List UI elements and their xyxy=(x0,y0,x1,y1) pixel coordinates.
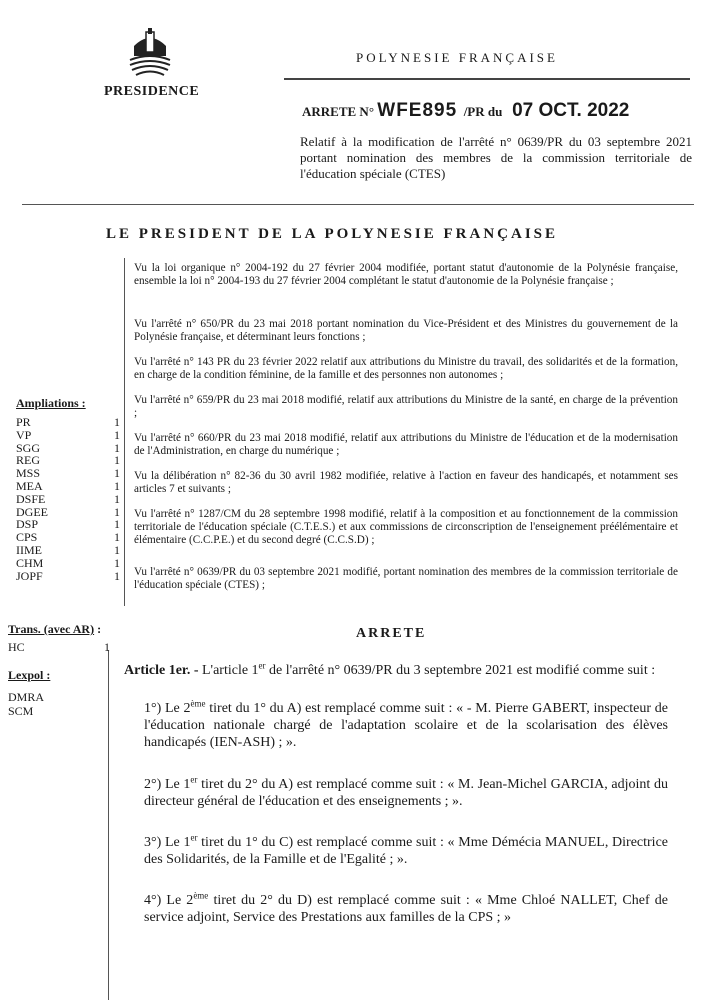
ampliation-count: 1 xyxy=(114,466,120,481)
arrete-number-line xyxy=(302,100,629,122)
ampliation-name: DSP xyxy=(16,517,39,532)
ampliation-row xyxy=(16,416,120,429)
arrete-date: 07 OCT. 2022 xyxy=(512,100,630,121)
ampliation-count: 1 xyxy=(114,453,120,468)
ampliation-name: CPS xyxy=(16,530,38,545)
ampliation-name: IIME xyxy=(16,542,42,557)
lexpol-item: DMRA xyxy=(8,690,45,704)
presidence-emblem-icon xyxy=(124,26,176,82)
article-item xyxy=(144,834,668,868)
ampliation-row xyxy=(16,557,120,570)
ampliations-title: Ampliations : xyxy=(16,396,86,410)
margin-rule xyxy=(124,258,125,606)
vu-paragraph: Vu l'arrêté n° 660/PR du 23 mai 2018 modifié, relatif aux attributions du Ministre de l'éducation et de la modernisation de l'Administration, en charge du numérique ; xyxy=(134,432,678,457)
arrete-label: ARRETE N° xyxy=(302,104,375,119)
item-sup: er xyxy=(190,774,198,785)
ampliation-row xyxy=(16,429,120,442)
article-1 xyxy=(124,662,668,679)
ampliation-count: 1 xyxy=(114,555,120,570)
ampliation-name: VP xyxy=(16,427,32,442)
ampliation-count: 1 xyxy=(114,542,120,557)
header-divider xyxy=(284,78,690,80)
vu-paragraph: Vu l'arrêté n° 0639/PR du 03 septembre 2021 modifié, portant nomination des membres de la commission territoriale de l'éducation spéciale (CTES) ; xyxy=(134,566,678,591)
president-title: LE PRESIDENT DE LA POLYNESIE FRANÇAISE xyxy=(106,226,559,242)
ampliation-count: 1 xyxy=(114,530,120,545)
trans-count: 1 xyxy=(104,640,110,654)
item-sup: ème xyxy=(190,698,206,709)
article-item xyxy=(144,892,668,926)
article-sup: er xyxy=(258,660,266,671)
arrete-pr-du: /PR du xyxy=(463,104,503,119)
vu-paragraph: Vu l'arrêté n° 650/PR du 23 mai 2018 portant nomination du Vice-Président et des Ministres du gouvernement de la Polynésie française, et déterminant leurs fonctions ; xyxy=(134,318,678,343)
lexpol-list xyxy=(8,690,44,718)
ampliation-count: 1 xyxy=(114,491,120,506)
ampliation-name: DGEE xyxy=(16,504,48,519)
ampliation-count: 1 xyxy=(114,427,120,442)
vu-paragraph: Vu la délibération n° 82-36 du 30 avril 1982 modifiée, relative à l'action en faveur des handicapés, et notamment ses articles 7 et suivants ; xyxy=(134,470,678,495)
presidence-label: PRESIDENCE xyxy=(104,84,200,99)
trans-title-colon: : xyxy=(94,622,102,636)
item-pre: 4°) Le 2 xyxy=(144,893,194,908)
vu-paragraph: Vu l'arrêté n° 659/PR du 23 mai 2018 modifié, relatif aux attributions du Ministre de la santé, en charge de la prévention ; xyxy=(134,394,678,419)
ampliation-row xyxy=(16,570,120,583)
vu-paragraph: Vu l'arrêté n° 143 PR du 23 février 2022 relatif aux attributions du Ministre du travail, des solidarités et de la formation, en charge de la condition féminine, de la famille et des personnes non autonomes ; xyxy=(134,356,678,381)
vu-paragraph: Vu l'arrêté n° 1287/CM du 28 septembre 1998 modifié, relatif à la composition et au fonctionnement de la commission territoriale de l'éducation spéciale (C.T.E.S.) et aux commissions de circonscription de l'enseignement préélémentaire et élémentaire (C.C.P.E.) et du second degré (C.C.S.D) ; xyxy=(134,508,678,546)
ampliations-list xyxy=(16,416,120,582)
article-item xyxy=(144,700,668,751)
item-sup: ème xyxy=(193,890,209,901)
ampliation-count: 1 xyxy=(114,504,120,519)
ampliation-name: CHM xyxy=(16,555,44,570)
margin-rule-lower xyxy=(108,650,109,1000)
trans-title xyxy=(8,622,101,637)
arrete-number: WFE895 xyxy=(377,100,458,121)
ampliation-count: 1 xyxy=(114,517,120,532)
arrete-heading: ARRETE xyxy=(356,626,427,641)
article-item xyxy=(144,776,668,810)
lexpol-item: SCM xyxy=(8,704,34,718)
item-pre: 2°) Le 1 xyxy=(144,777,191,792)
ampliation-row xyxy=(16,493,120,506)
article-text-b: de l'arrêté n° 0639/PR du 3 septembre 2021 est modifié comme suit : xyxy=(265,663,656,678)
ampliation-row xyxy=(16,480,120,493)
item-post: tiret du 1° du A) est remplacé comme suit : « - M. Pierre GABERT, inspecteur de l'éducation nationale chargé de l'adaptation scolaire et de la scolarisation des élèves handicapés (IEN-ASH) ; ». xyxy=(144,701,668,750)
trans-row xyxy=(8,640,110,655)
ampliation-name: JOPF xyxy=(16,568,43,583)
vu-paragraph: Vu la loi organique n° 2004-192 du 27 février 2004 modifiée, portant statut d'autonomie de la Polynésie française, ensemble la loi n° 2004-193 du 27 février 2004 complétant le statut d'autonomie de la Polynésie française ; xyxy=(134,262,678,287)
article-text-a: L'article 1 xyxy=(202,663,259,678)
ampliation-name: REG xyxy=(16,453,40,468)
item-post: tiret du 1° du C) est remplacé comme suit : « Mme Démécia MANUEL, Directrice des Solidarités, de la Famille et de l'Egalité ; ». xyxy=(144,835,668,867)
ampliation-count: 1 xyxy=(114,440,120,455)
section-divider xyxy=(22,204,694,205)
article-label: Article 1er. - xyxy=(124,663,199,678)
ampliation-row xyxy=(16,544,120,557)
ampliation-name: DSFE xyxy=(16,491,46,506)
ampliation-name: MEA xyxy=(16,478,43,493)
trans-title-label: Trans. (avec AR) xyxy=(8,622,95,636)
ampliation-count: 1 xyxy=(114,415,120,429)
item-pre: 3°) Le 1 xyxy=(144,835,191,850)
item-pre: 1°) Le 2 xyxy=(144,701,191,716)
item-post: tiret du 2° du D) est remplacé comme suit : « Mme Chloé NALLET, Chef de service adjoint, Service des Prestations aux familles de la CPS ; » xyxy=(144,893,668,925)
ampliation-name: PR xyxy=(16,415,31,429)
ampliation-name: SGG xyxy=(16,440,41,455)
lexpol-title: Lexpol : xyxy=(8,668,51,682)
ampliation-count: 1 xyxy=(114,478,120,493)
relatif-text: Relatif à la modification de l'arrêté n° 0639/PR du 03 septembre 2021 portant nomination des membres de la commission territoriale de l'éducation spéciale (CTES) xyxy=(300,134,692,181)
item-post: tiret du 2° du A) est remplacé comme suit : « M. Jean-Michel GARCIA, adjoint du directeur général de l'éducation et des enseignements ; ». xyxy=(144,777,669,809)
country-title: POLYNESIE FRANÇAISE xyxy=(356,50,558,65)
item-sup: er xyxy=(190,832,198,843)
ampliation-name: MSS xyxy=(16,466,41,481)
trans-name: HC xyxy=(8,640,25,654)
ampliation-count: 1 xyxy=(114,568,120,583)
